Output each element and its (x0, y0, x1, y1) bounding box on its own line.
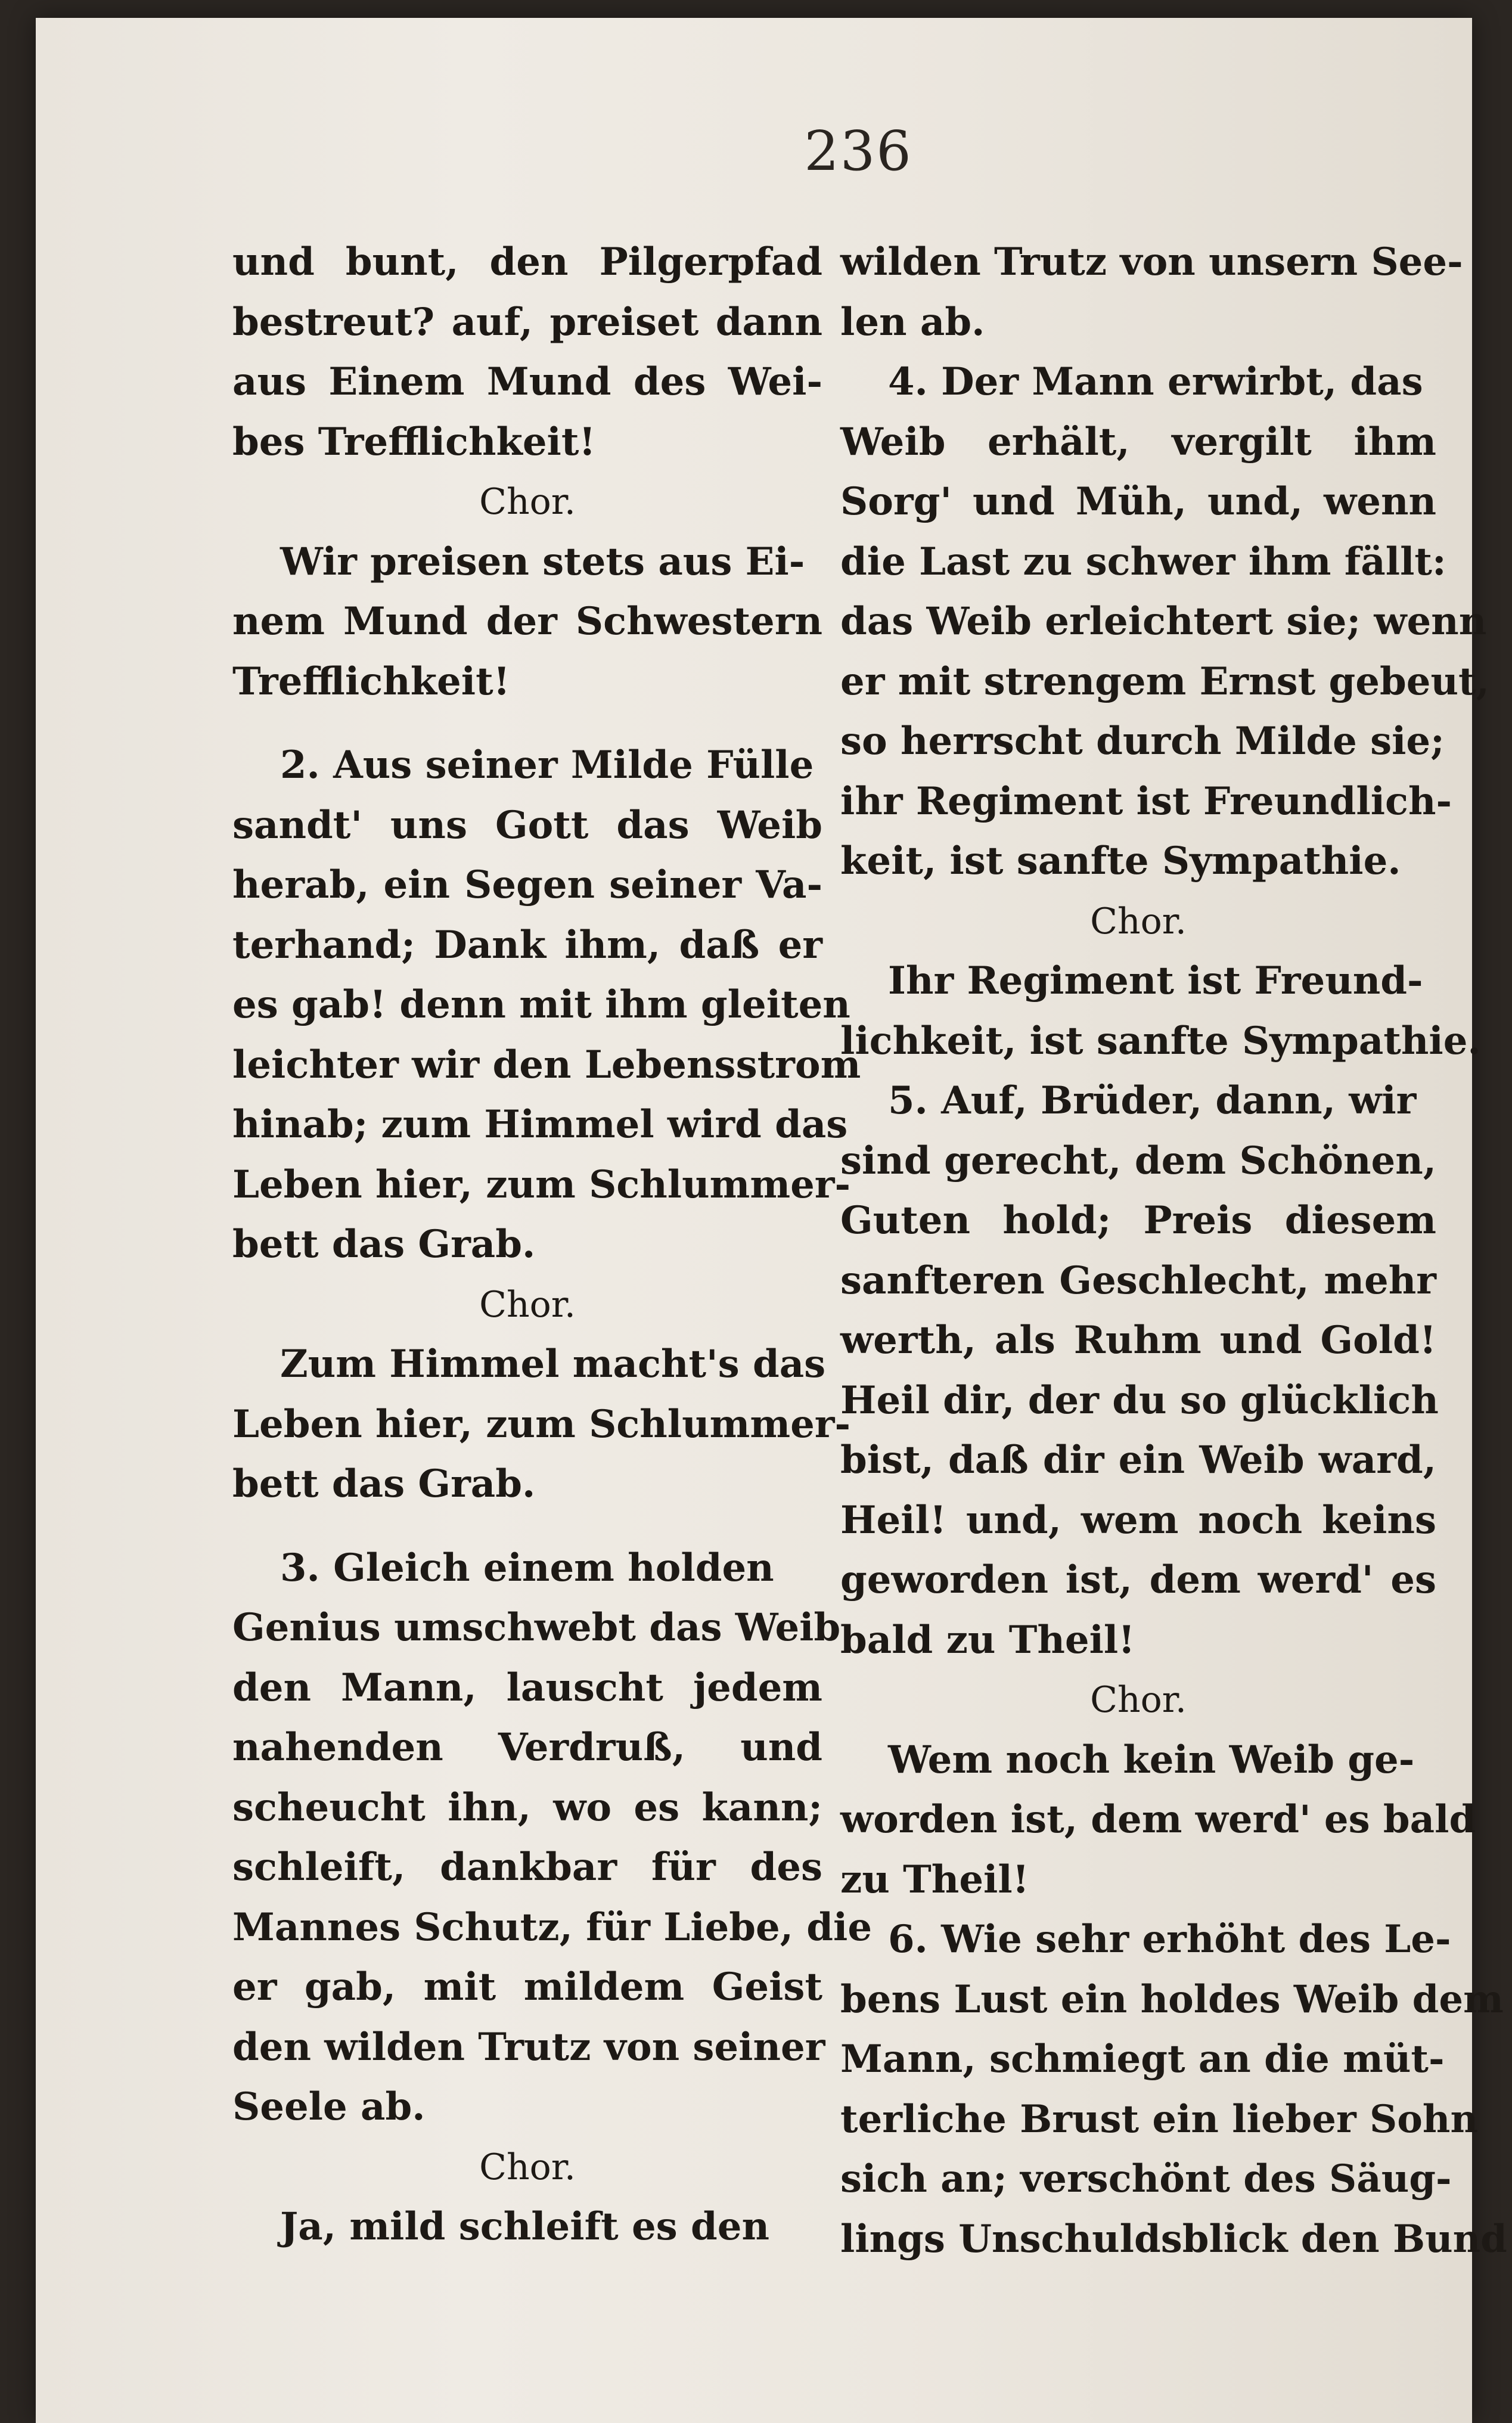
left-text-column (232, 232, 873, 2257)
text-line: Mannes Schutz, für Liebe, die (232, 1904, 873, 1950)
text-line: wilden Trutz von unsern See- (840, 240, 1463, 284)
text-line: Ja, mild schleift es den (280, 2204, 769, 2249)
text-line: Genius umschwebt das Weib (232, 1605, 841, 1650)
text-line: bestreut? auf, preiset dann (232, 299, 822, 345)
page-number: 236 (804, 119, 912, 183)
text-line: er mit strengem Ernst gebeut, (840, 659, 1489, 704)
text-line: den wilden Trutz von seiner (232, 2024, 825, 2070)
text-line: die Last zu schwer ihm fällt: (840, 539, 1446, 584)
chorus-heading: Chor. (479, 2146, 576, 2188)
text-line: schleift, dankbar für des (232, 1845, 822, 1890)
text-line: sanfteren Geschlecht, mehr (840, 1258, 1436, 1303)
text-line: werth, als Ruhm und Gold! (840, 1318, 1436, 1363)
text-line: sandt' uns Gott das Weib (232, 802, 822, 848)
text-line: scheucht ihn, wo es kann; (232, 1785, 822, 1830)
text-line: nahenden Verdruß, und (232, 1725, 822, 1770)
text-line: herab, ein Segen seiner Va- (232, 863, 822, 907)
text-line: 4. Der Mann erwirbt, das (888, 359, 1423, 404)
text-line: 5. Auf, Brüder, dann, wir (888, 1078, 1417, 1123)
chorus-heading: Chor. (1090, 1679, 1187, 1721)
text-line: nem Mund der Schwestern (232, 599, 822, 644)
text-line: sind gerecht, dem Schönen, (840, 1138, 1436, 1183)
text-line: Leben hier, zum Schlummer- (232, 1162, 851, 1207)
text-line: bett das Grab. (232, 1462, 536, 1506)
book-page (36, 18, 1507, 2423)
chorus-heading: Chor. (479, 481, 576, 523)
text-line: terliche Brust ein lieber Sohn (840, 2096, 1478, 2142)
text-line: 3. Gleich einem holden (280, 1545, 774, 1590)
text-line: es gab! denn mit ihm gleiten (232, 982, 850, 1027)
text-line: und bunt, den Pilgerpfad (232, 240, 822, 284)
text-line: aus Einem Mund des Wei- (232, 359, 822, 404)
text-line: Seele ab. (232, 2084, 426, 2129)
text-line: er gab, mit mildem Geist (232, 1965, 822, 2009)
text-line: 2. Aus seiner Milde Fülle (280, 743, 814, 787)
text-line: Guten hold; Preis diesem (840, 1198, 1436, 1243)
text-line: bett das Grab. (232, 1222, 536, 1267)
text-line: hinab; zum Himmel wird das (232, 1102, 848, 1147)
text-line: bald zu Theil! (840, 1617, 1135, 1662)
text-line: Leben hier, zum Schlummer- (232, 1401, 851, 1447)
text-line: Wem noch kein Weib ge- (888, 1737, 1415, 1782)
text-line: den Mann, lauscht jedem (232, 1665, 822, 1710)
text-line: lings Unschuldsblick den Bund (840, 2216, 1507, 2261)
text-line: so herrscht durch Milde sie; (840, 719, 1445, 764)
text-line: Trefflichkeit! (232, 659, 510, 704)
text-line: worden ist, dem werd' es bald (840, 1797, 1476, 1842)
chorus-heading: Chor. (1090, 900, 1187, 942)
text-line: Zum Himmel macht's das (280, 1342, 826, 1386)
text-line: bist, daß dir ein Weib ward, (840, 1438, 1436, 1482)
text-line: das Weib erleichtert sie; wenn (840, 599, 1487, 644)
text-line: lichkeit, ist sanfte Sympathie. (840, 1018, 1481, 1063)
text-line: ihr Regiment ist Freundlich- (840, 778, 1452, 824)
text-line: len ab. (840, 299, 985, 345)
text-line: 6. Wie sehr erhöht des Le- (888, 1917, 1451, 1962)
text-line: Heil! und, wem noch keins (840, 1497, 1436, 1543)
text-line: leichter wir den Lebensstrom (232, 1042, 861, 1087)
text-line: bens Lust ein holdes Weib dem (840, 1977, 1504, 2022)
text-line: geworden ist, dem werd' es (840, 1558, 1436, 1602)
text-line: keit, ist sanfte Sympathie. (840, 839, 1401, 883)
text-line: Ihr Regiment ist Freund- (888, 958, 1423, 1003)
text-line: Wir preisen stets aus Ei- (280, 539, 805, 584)
text-line: zu Theil! (840, 1857, 1029, 1902)
text-line: sich an; verschönt des Säug- (840, 2157, 1452, 2201)
text-line: Weib erhält, vergilt ihm (840, 419, 1436, 464)
chorus-heading: Chor. (479, 1283, 576, 1326)
text-line: Mann, schmiegt an die müt- (840, 2037, 1445, 2081)
text-line: bes Trefflichkeit! (232, 419, 596, 464)
text-line: Sorg' und Müh, und, wenn (840, 479, 1436, 524)
right-text-column (840, 232, 1507, 2269)
text-line: Heil dir, der du so glücklich (840, 1378, 1439, 1423)
text-line: terhand; Dank ihm, daß er (232, 922, 822, 967)
